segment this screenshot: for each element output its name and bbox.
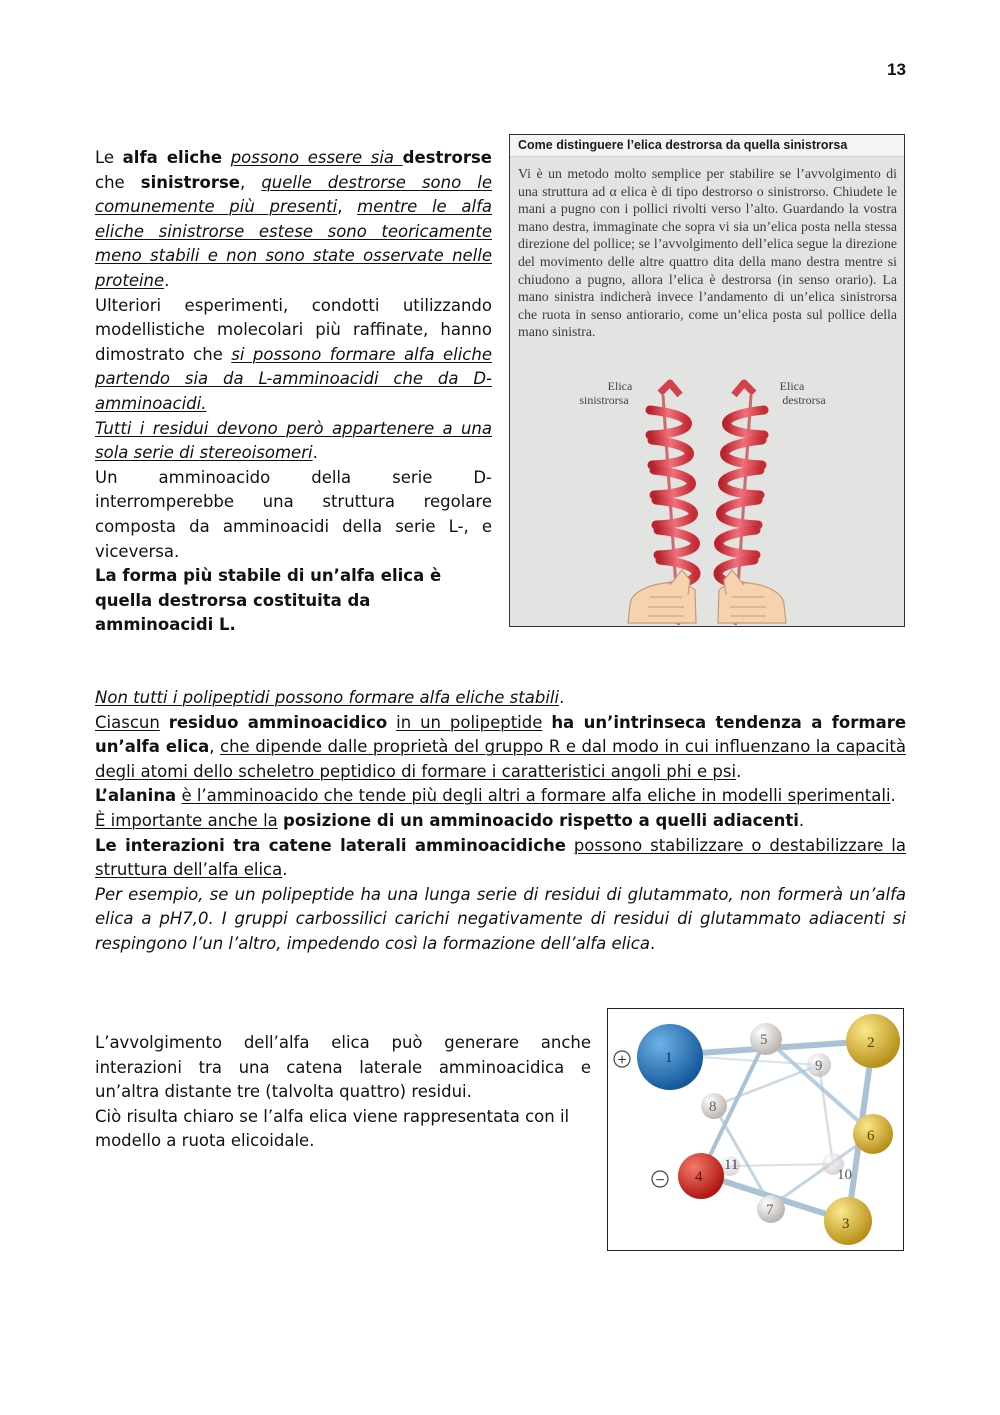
text-run: . xyxy=(890,786,896,806)
text-run: L’avvolgimento dell’alfa elica può generare anche interazioni tra una catena laterale amminoacidica e un’altra distante tre (talvolta quattro) residui. xyxy=(95,1033,591,1102)
ball-1 xyxy=(637,1024,703,1090)
svg-text:6: 6 xyxy=(867,1128,875,1144)
text-run-bold: alfa eliche xyxy=(122,148,223,167)
text-run xyxy=(542,713,551,732)
paragraph-alpha-handedness xyxy=(95,146,492,294)
figure-title: Come distinguere l’elica destrorsa da quella sinistrorsa xyxy=(510,135,904,157)
paragraph-residue-tendency xyxy=(95,711,906,785)
svg-text:2: 2 xyxy=(867,1035,875,1051)
svg-text:3: 3 xyxy=(842,1216,850,1232)
text-run: Un amminoacido della serie D- interromperebbe una struttura regolare composta da amminoacidi della serie L-, e viceversa. xyxy=(95,467,492,561)
text-run-underline: possono stabilizzare o destabilizzare la struttura dell’alfa elica xyxy=(95,835,907,880)
paragraph-conclusion xyxy=(95,564,492,638)
text-run-italic-underline: possono essere sia xyxy=(230,148,403,167)
svg-text:11: 11 xyxy=(724,1157,739,1173)
text-run xyxy=(160,713,169,732)
text-run-bold: Le interazioni tra catene laterali amminoacidiche xyxy=(95,835,566,855)
text-run: , xyxy=(209,737,221,757)
text-run: . xyxy=(559,688,565,707)
paragraph-not-all-polypeptides xyxy=(95,686,906,711)
paragraph-alanine xyxy=(95,784,906,809)
label-right-line2: destrorsa xyxy=(782,393,826,407)
helix-illustration xyxy=(510,375,904,625)
helical-wheel-figure xyxy=(607,1008,904,1251)
helical-wheel-illustration xyxy=(608,1009,903,1250)
text-run: . xyxy=(798,810,805,830)
page-number: 13 xyxy=(887,60,906,79)
svg-text:+: + xyxy=(616,1052,628,1067)
ball-2 xyxy=(846,1014,900,1068)
svg-text:8: 8 xyxy=(709,1099,717,1115)
text-run: , xyxy=(239,172,262,192)
ball-7 xyxy=(757,1195,785,1223)
middle-text-section xyxy=(95,686,906,957)
svg-text:−: − xyxy=(654,1172,666,1187)
paragraph-d-amino xyxy=(95,466,492,564)
label-left-line2: sinistrorsa xyxy=(579,393,629,407)
text-run-italic-underline: Tutti i residui devono però appartenere a una sola serie di stereoisomeri xyxy=(95,418,492,463)
paragraph-stereoisomers xyxy=(95,417,492,466)
text-run-bold: posizione di un amminoacido rispetto a quelli adiacenti xyxy=(283,810,799,830)
text-run-italic-underline: si possono formare alfa eliche partendo sia da L-amminoacidi che da D-amminoacidi. xyxy=(95,344,492,413)
text-run xyxy=(387,713,396,732)
text-run-bold: destrorse xyxy=(402,148,492,167)
text-run-bold: La forma più stabile di un’alfa elica è quella destrorsa costituita da amminoacidi L. xyxy=(95,566,442,635)
ball-4 xyxy=(678,1153,724,1199)
ball-8 xyxy=(701,1093,727,1119)
svg-text:5: 5 xyxy=(760,1032,768,1048)
text-run-italic-underline: quelle destrorse sono le comunemente più presenti xyxy=(95,172,493,217)
label-left-line1: Elica xyxy=(607,379,633,393)
text-run-italic: Per esempio, se un polipeptide ha una lunga serie di residui di glutammato, non formerà un’alfa elica a pH7,0. I gruppi carbossilici carichi negativamente di residui di glutammato adiacenti si respingono l’un l’altro, impedendo così la formazione dell’alfa elica xyxy=(95,884,906,953)
svg-text:1: 1 xyxy=(665,1050,673,1066)
left-text-column xyxy=(95,146,492,638)
paragraph-glutamate-example xyxy=(95,883,906,957)
text-run: . xyxy=(649,933,656,953)
ball-9 xyxy=(807,1053,831,1077)
text-run: Le xyxy=(95,148,123,167)
text-run: . xyxy=(282,860,288,880)
left-helix xyxy=(628,383,696,625)
minus-charge-icon xyxy=(652,1171,668,1187)
text-run-italic-underline: mentre le alfa eliche sinistrorse estese sono teoricamente meno stabili e non sono state osservate nelle proteine xyxy=(95,197,492,290)
svg-text:9: 9 xyxy=(815,1058,823,1074)
ball-3 xyxy=(824,1197,872,1245)
label-right-line1: Elica xyxy=(779,379,805,393)
paragraph-winding-interactions xyxy=(95,1031,591,1105)
bottom-text-section xyxy=(95,1031,591,1154)
text-run: , xyxy=(337,197,358,217)
text-run: Ulteriori esperimenti, condotti utilizzando modellistiche molecolari più raffinate, hanno dimostrato che xyxy=(95,295,492,364)
text-run-bold: residuo amminoacidico xyxy=(168,712,388,732)
text-run: che xyxy=(95,172,141,192)
ball-6 xyxy=(853,1114,893,1154)
paragraph-experiments xyxy=(95,294,492,417)
text-run-underline: Ciascun xyxy=(95,712,160,732)
plus-charge-icon xyxy=(614,1051,630,1067)
ball-5 xyxy=(750,1023,782,1055)
paragraph-helical-wheel xyxy=(95,1105,591,1154)
text-run-underline: che dipende dalle proprietà del gruppo R e dal modo in cui influenzano la capacità degli atomi dello scheletro peptidico di formare i caratteristici angoli phi e psi xyxy=(95,737,907,781)
text-run: Ciò risulta chiaro se l’alfa elica viene rappresentata con il modello a ruota elicoidale. xyxy=(95,1106,570,1151)
text-run: . xyxy=(164,270,170,290)
paragraph-side-chain-interactions xyxy=(95,834,906,883)
svg-text:4: 4 xyxy=(695,1169,703,1185)
text-run-bold: L’alanina xyxy=(95,786,177,806)
text-run xyxy=(222,148,231,167)
helix-handedness-figure xyxy=(509,134,905,627)
text-run-bold: ha un’intrinseca tendenza a formare un’alfa elica xyxy=(95,712,907,757)
text-run xyxy=(566,836,574,855)
text-run: . xyxy=(312,443,318,463)
right-helix xyxy=(718,383,786,625)
text-run-underline: È importante anche la xyxy=(95,810,278,830)
text-run-underline: in un polipeptide xyxy=(396,712,543,732)
paragraph-position xyxy=(95,809,906,834)
text-run-bold: sinistrorse xyxy=(140,172,240,192)
svg-text:10: 10 xyxy=(837,1167,852,1183)
figure-caption-text: Vi è un metodo molto semplice per stabilire se l’avvolgimento di una struttura ad α elica è di tipo destrorso o sinistrorso. Chiudete le mani a pugno con i pollici rivolti verso l’alto. Guardando la vostra mano destra, immaginate che sopra vi sia un’elica posta nella stessa direzione del pollice; se l’avvolgimento dell’elica segue la direzione del movimento delle altre quattro dita della mano destra mentre si chiudono a pugno, allora l’elica è destrorsa (in senso orario). La mano sinistra indicherà invece l’andamento di un’elica sinistrorsa che ruota in senso antiorario, come un’elica posta sul pollice della mano sinistra. xyxy=(518,166,897,340)
text-run-italic-underline: Non tutti i polipeptidi possono formare alfa eliche stabili xyxy=(95,688,560,707)
text-run-underline: è l’amminoacido che tende più degli altri a formare alfa eliche in modelli sperimentali xyxy=(181,786,891,806)
text-run: . xyxy=(736,761,742,781)
ball-10 xyxy=(822,1153,852,1183)
svg-text:7: 7 xyxy=(766,1202,774,1218)
